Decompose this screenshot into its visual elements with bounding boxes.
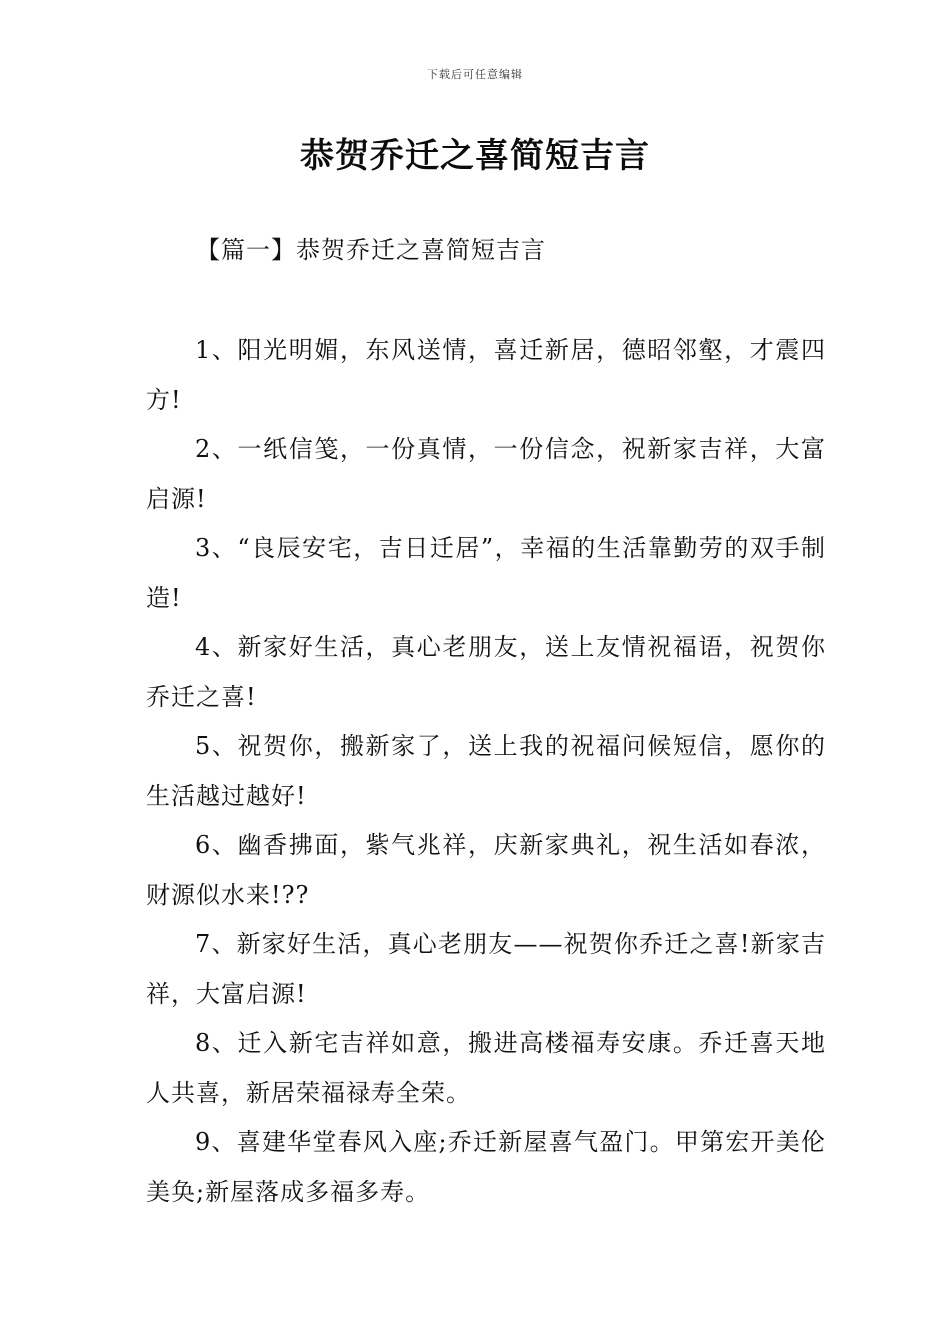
paragraph: 5、祝贺你，搬新家了，送上我的祝福问候短信，愿你的生活越过越好! xyxy=(146,732,826,810)
paragraph: 4、新家好生活，真心老朋友，送上友情祝福语，祝贺你乔迁之喜! xyxy=(146,633,826,711)
paragraph: 2、一纸信笺，一份真情，一份信念，祝新家吉祥，大富启源! xyxy=(146,435,826,513)
paragraph: 3、“良辰安宅，吉日迁居”，幸福的生活靠勤劳的双手制造! xyxy=(146,534,826,612)
paragraph: 6、幽香拂面，紫气兆祥，庆新家典礼，祝生活如春浓，财源似水来!?? xyxy=(146,831,826,909)
paragraph: 9、喜建华堂春风入座;乔迁新屋喜气盈门。甲第宏开美伦美奂;新屋落成多福多寿。 xyxy=(146,1128,826,1206)
section-heading: 【篇一】恭贺乔迁之喜简短吉言 xyxy=(196,236,546,264)
paragraph: 7、新家好生活，真心老朋友——祝贺你乔迁之喜!新家吉祥，大富启源! xyxy=(146,930,826,1008)
paragraph: 1、阳光明媚，东风送情，喜迁新居，德昭邻壑，才震四方! xyxy=(146,336,826,414)
document-title: 恭贺乔迁之喜简短吉言 xyxy=(300,136,650,176)
paragraph: 8、迁入新宅吉祥如意，搬进高楼福寿安康。乔迁喜天地人共喜，新居荣福禄寿全荣。 xyxy=(146,1029,826,1107)
header-note: 下载后可任意编辑 xyxy=(427,68,523,81)
document-body xyxy=(146,326,826,1217)
